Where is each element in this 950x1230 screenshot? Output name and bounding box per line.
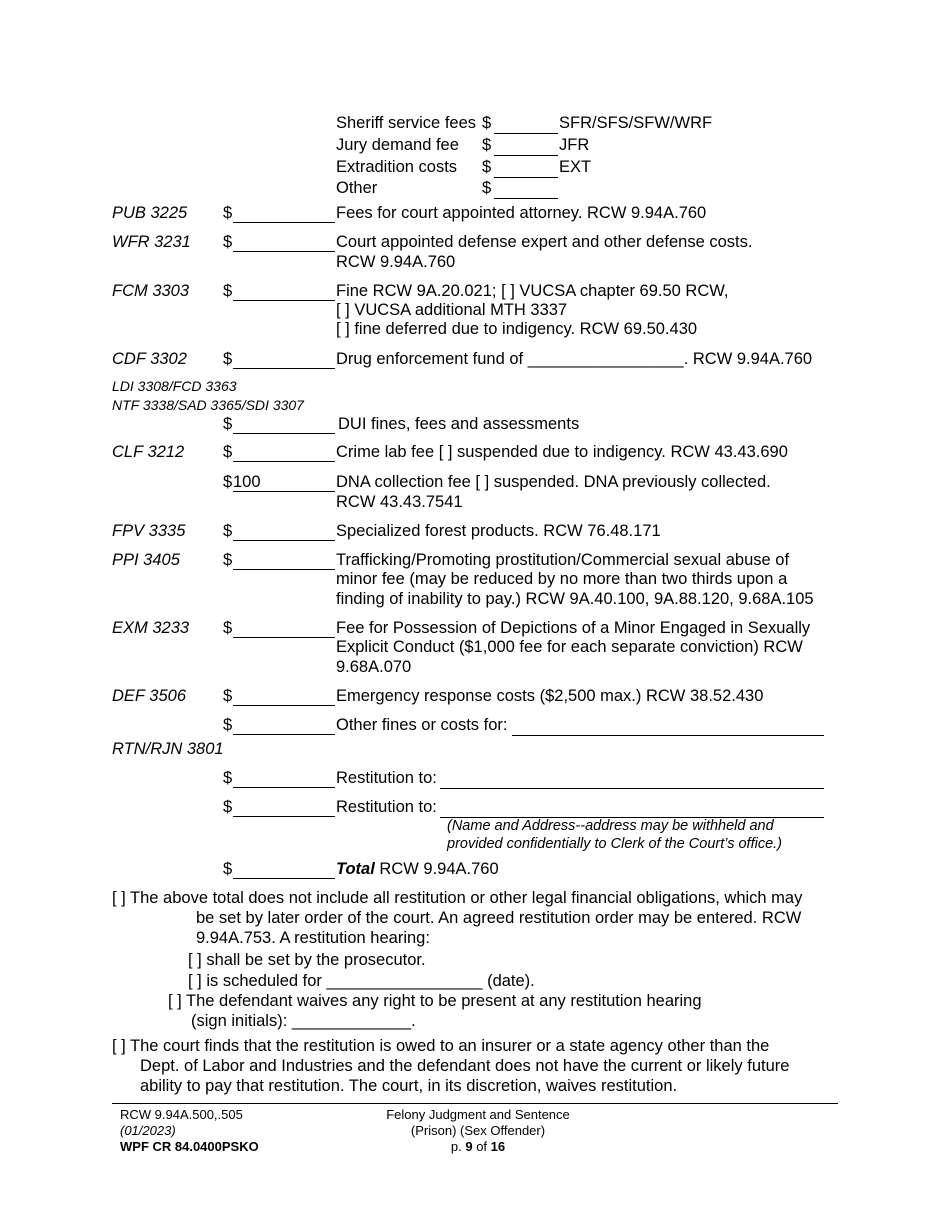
total-rcw: RCW 9.94A.760 — [374, 860, 499, 878]
amount-field[interactable]: 100 — [233, 473, 335, 492]
amount-field[interactable] — [233, 233, 335, 252]
para-line: [ ] The above total does not include all restitution or other legal financial obligations, which may — [112, 889, 803, 907]
dollar-sign: $ — [223, 473, 233, 491]
dui-code: LDI 3308/FCD 3363 — [112, 378, 237, 394]
row-code: PPI 3405 — [112, 551, 180, 569]
page-prefix: p. — [450, 1139, 466, 1154]
hearing-option-scheduled[interactable]: [ ] is scheduled for _________________ (date). — [188, 972, 535, 990]
dollar-sign: $ — [223, 769, 233, 787]
hearing-option-prosecutor[interactable]: [ ] shall be set by the prosecutor. — [188, 951, 426, 969]
fee-code: EXT — [559, 158, 592, 176]
para-line[interactable]: [ ] The court finds that the restitution is owed to an insurer or a state agency other than the — [112, 1037, 770, 1055]
dui-code: NTF 3338/SAD 3365/SDI 3307 — [112, 397, 304, 413]
row-desc: Drug enforcement fund of _________________. RCW 9.94A.760 — [336, 350, 813, 368]
para-line: ability to pay that restitution. The court, in its discretion, waives restitution. — [140, 1077, 678, 1095]
row-desc: Explicit Conduct ($1,000 fee for each separate conviction) RCW — [336, 638, 803, 656]
amount-field[interactable] — [233, 415, 335, 434]
footer-date: (01/2023) — [120, 1123, 176, 1138]
amount-field[interactable] — [233, 204, 335, 223]
amount-field[interactable] — [233, 522, 335, 541]
dollar-sign: $ — [223, 282, 233, 300]
footer-page — [380, 1139, 576, 1155]
dollar-sign: $ — [223, 619, 233, 637]
dollar-sign: $ — [223, 204, 233, 222]
dollar-sign: $ — [482, 179, 492, 197]
page-num: 9 — [465, 1139, 473, 1154]
restitution-amount[interactable] — [233, 769, 335, 788]
row-code: EXM 3233 — [112, 619, 190, 637]
restitution-amount[interactable] — [233, 798, 335, 817]
amount-blank[interactable] — [494, 136, 558, 156]
row-desc: Trafficking/Promoting prostitution/Commercial sexual abuse of — [336, 551, 790, 569]
row-desc: [ ] VUCSA additional MTH 3337 — [336, 301, 568, 319]
footer-title: Felony Judgment and Sentence — [386, 1107, 570, 1122]
amount-field[interactable] — [233, 282, 335, 301]
dollar-sign: $ — [223, 860, 233, 878]
para-line: be set by later order of the court. An agreed restitution order may be entered. RCW — [196, 909, 802, 927]
para-line: Dept. of Labor and Industries and the defendant does not have the current or likely future — [140, 1057, 790, 1075]
para-line: 9.94A.753. A restitution hearing: — [196, 929, 430, 947]
waive-hearing-checkbox[interactable]: [ ] The defendant waives any right to be present at any restitution hearing — [168, 992, 702, 1010]
dollar-sign: $ — [223, 522, 233, 540]
row-desc: 9.68A.070 — [336, 658, 412, 676]
row-desc: Fee for Possession of Depictions of a Minor Engaged in Sexually — [336, 619, 811, 637]
amount-field[interactable] — [233, 551, 335, 570]
restitution-note: (Name and Address--address may be withheld and — [447, 818, 774, 834]
row-code: FPV 3335 — [112, 522, 186, 540]
row-desc: Fine RCW 9A.20.021; [ ] VUCSA chapter 69.50 RCW, — [336, 282, 729, 300]
fee-code: SFR/SFS/SFW/WRF — [559, 114, 713, 132]
amount-blank[interactable] — [494, 114, 558, 134]
footer-rule — [112, 1103, 838, 1104]
amount-field[interactable] — [233, 716, 335, 735]
dollar-sign: $ — [223, 233, 233, 251]
jury-fee-label: Jury demand fee — [336, 136, 459, 154]
row-code: DEF 3506 — [112, 687, 186, 705]
footer-subtitle: (Prison) (Sex Offender) — [410, 1123, 546, 1138]
row-desc: DUI fines, fees and assessments — [338, 415, 580, 433]
row-desc: Emergency response costs ($2,500 max.) RCW 38.52.430 — [336, 687, 764, 705]
row-code: CDF 3302 — [112, 350, 187, 368]
dollar-sign: $ — [223, 551, 233, 569]
row-desc: finding of inability to pay.) RCW 9A.40.100, 9A.88.120, 9.68A.105 — [336, 590, 814, 608]
restitution-note: provided confidentially to Clerk of the Court’s office.) — [447, 836, 783, 852]
row-code: WFR 3231 — [112, 233, 191, 251]
restitution-to-blank[interactable] — [440, 798, 824, 818]
extradition-label: Extradition costs — [336, 158, 458, 176]
amount-field[interactable] — [233, 619, 335, 638]
row-desc: [ ] fine deferred due to indigency. RCW 69.50.430 — [336, 320, 698, 338]
amount-blank[interactable] — [494, 179, 558, 199]
dollar-sign: $ — [223, 716, 233, 734]
total-line — [336, 860, 499, 880]
row-desc: Other fines or costs for: — [336, 716, 508, 734]
row-desc: Fees for court appointed attorney. RCW 9.94A.760 — [336, 204, 707, 222]
dollar-sign: $ — [223, 443, 233, 461]
row-desc: RCW 9.94A.760 — [336, 253, 456, 271]
row-code: CLF 3212 — [112, 443, 185, 461]
restitution-code: RTN/RJN 3801 — [112, 740, 224, 758]
sign-initials[interactable]: (sign initials): _____________. — [191, 1012, 416, 1030]
fee-code: JFR — [559, 136, 590, 154]
row-desc: DNA collection fee [ ] suspended. DNA previously collected. — [336, 473, 771, 491]
restitution-label: Restitution to: — [336, 769, 437, 787]
dollar-sign: $ — [482, 136, 492, 154]
row-code: FCM 3303 — [112, 282, 190, 300]
total-label: Total — [336, 860, 375, 878]
page-of: of — [472, 1139, 491, 1154]
footer-rcw: RCW 9.94A.500,.505 — [120, 1107, 243, 1122]
dollar-sign: $ — [223, 798, 233, 816]
dollar-sign: $ — [223, 687, 233, 705]
total-amount[interactable] — [233, 860, 335, 879]
other-label: Other — [336, 179, 378, 197]
amount-blank[interactable] — [494, 158, 558, 178]
page-total: 16 — [490, 1139, 506, 1154]
dollar-sign: $ — [482, 158, 492, 176]
other-fines-blank[interactable] — [512, 716, 824, 736]
restitution-label: Restitution to: — [336, 798, 437, 816]
row-desc: Court appointed defense expert and other defense costs. — [336, 233, 753, 251]
row-code: PUB 3225 — [112, 204, 188, 222]
dollar-sign: $ — [482, 114, 492, 132]
amount-field[interactable] — [233, 350, 335, 369]
footer-form-id: WPF CR 84.0400PSKO — [120, 1139, 259, 1154]
amount-field[interactable] — [233, 687, 335, 706]
dollar-sign: $ — [223, 350, 233, 368]
sheriff-fee-label: Sheriff service fees — [336, 114, 477, 132]
row-desc: minor fee (may be reduced by no more than two thirds upon a — [336, 570, 788, 588]
restitution-to-blank[interactable] — [440, 769, 824, 789]
dollar-sign: $ — [223, 415, 233, 433]
row-desc: Specialized forest products. RCW 76.48.171 — [336, 522, 661, 540]
row-desc: RCW 43.43.7541 — [336, 493, 463, 511]
amount-field[interactable] — [233, 443, 335, 462]
row-desc: Crime lab fee [ ] suspended due to indigency. RCW 43.43.690 — [336, 443, 788, 461]
